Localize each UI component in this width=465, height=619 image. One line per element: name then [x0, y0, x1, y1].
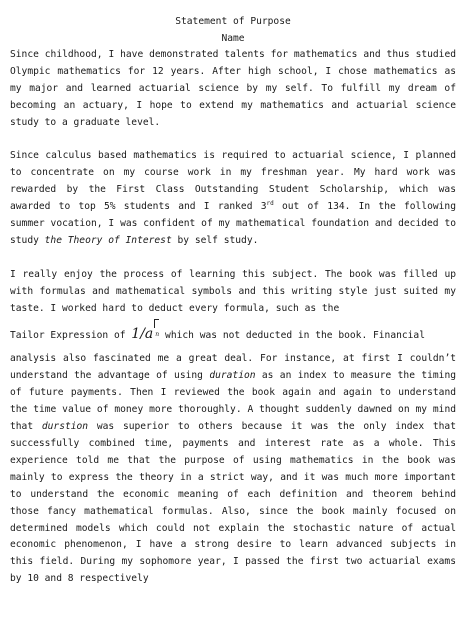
paragraph-2-text-b: out of 134. In the following summer vocation, I was confident of my mathematical foundation and decided to study [10, 201, 456, 246]
term-duration: duration [209, 370, 256, 382]
paragraph-gap [10, 250, 456, 267]
author-name: Name [221, 32, 245, 44]
angle-n-symbol [154, 319, 160, 339]
paragraph-1: Since childhood, I have demonstrated talents for mathematics and thus studied Olympic mathematics for 12 years. After high school, I chose mathematics as my major and learned actuarial science by my self. To fulfill my dream of becoming an actuary, I hope to extend my mathematics and actuarial science study to a graduate level. [10, 49, 456, 128]
document-title: Statement of Purpose [175, 16, 291, 27]
formula-line [10, 317, 456, 351]
paragraph-3-part-b [10, 351, 456, 588]
paragraph-2 [10, 148, 456, 249]
paragraph-gap [10, 132, 456, 149]
angle-n-text: n [155, 331, 160, 339]
formula-trail-text: which was not deducted in the book. Financial [159, 330, 425, 342]
paragraph-3-text-d: was superior to others because it was the only index that successfully combined time, payments and interest rate as a whole. This experience told me that the purpose of using mathematics in the book was mainly to express the theory in a strict way, and it was much more important to understand the economic meaning of each definition and theorem behind those fancy mathematical formulas. Also, since the book mainly focused on determined models which could not explain the stochastic nature of actual economic phenomenon, I have a strong desire to learn advanced subjects in this field. During my sophomore year, I passed the first two actuarial exams by 10 and 8 respectively [10, 421, 456, 585]
paragraph-3-text-c: as an index to measure the timing of future payments. Then I reviewed the book again and again to understand the time value of money more thoroughly. A thought suddenly dawned on my mind that [10, 370, 456, 433]
formula-lead-text: Tailor Expression of [10, 330, 132, 342]
book-title: the Theory of Interest [44, 234, 172, 246]
paragraph-3-part-a: I really enjoy the process of learning this subject. The book was filled up with formulas and mathematical symbols and this writing style just suited my taste. I worked hard to deduct every formula, such as the [10, 268, 456, 314]
term-durstion: durstion [41, 421, 89, 433]
paragraph-3-text-b: analysis also fascinated me a great deal. For instance, at first I couldn’t understand the advantage of using [10, 353, 456, 382]
document-page [10, 14, 456, 588]
paragraph-2-text-a: Since calculus based mathematics is required to actuarial science, I planned to concentrate on my course work in my freshman year. My hard work was rewarded by the First Class Outstanding Student Scholarship, which was awarded to top 5% students and I ranked 3 [10, 150, 456, 213]
paragraph-2-text-c: by self study. [171, 234, 259, 246]
annuity-formula: 1/a [131, 326, 154, 343]
ordinal-suffix: rd [266, 199, 274, 207]
